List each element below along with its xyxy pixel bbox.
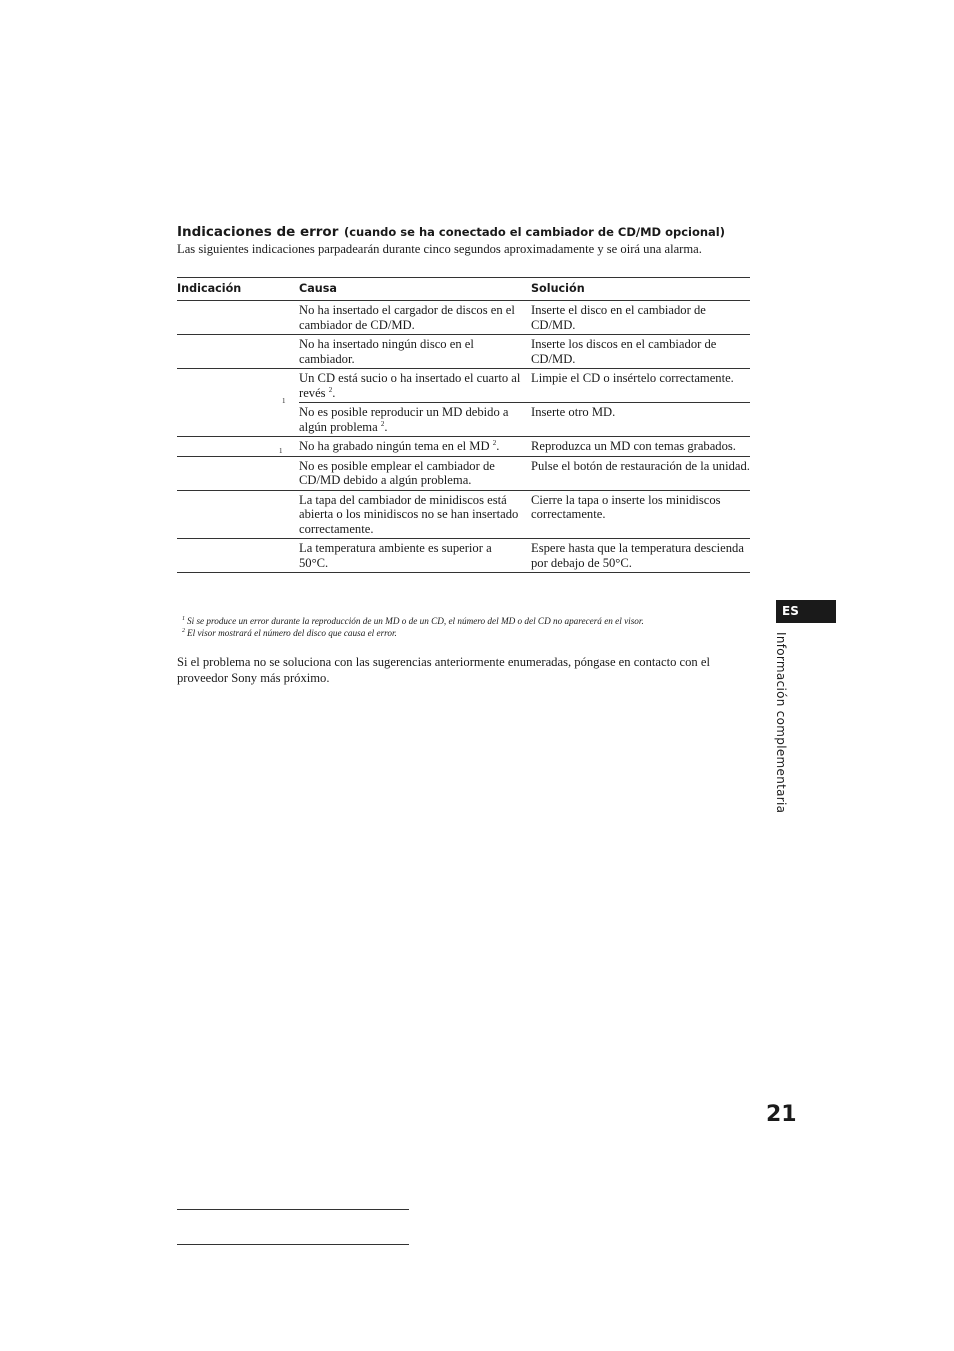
cause-cell: No ha insertado ningún disco en el cambiador. <box>299 335 531 369</box>
divider-line <box>177 1209 409 1210</box>
section-heading <box>177 221 777 240</box>
indication-cell <box>177 539 299 573</box>
solution-cell: Cierre la tapa o inserte los minidiscos correctamente. <box>531 490 750 539</box>
footnote-marker: 2 <box>492 438 497 447</box>
table-row <box>177 335 750 369</box>
indication-cell <box>177 369 299 437</box>
table-row <box>177 490 750 539</box>
cause-cell: No es posible reproducir un MD debido a algún problema $^2$. <box>299 403 531 437</box>
footnote: $^1$ Si se produce un error durante la reproducción de un MD o de un CD, el número del MD o del CD no aparecerá en el visor. <box>182 615 644 626</box>
solution-cell: Inserte el disco en el cambiador de CD/MD. <box>531 303 706 332</box>
closing-paragraph: Si el problema no se soluciona con las sugerencias anteriormente enumeradas, póngase en contacto con el proveedor Sony más próximo. <box>177 655 710 685</box>
cause-cell: Un CD está sucio o ha insertado el cuarto al revés $^2$. <box>299 369 531 403</box>
section-subtitle: (cuando se ha conectado el cambiador de CD/MD opcional) <box>343 225 726 239</box>
footnote-marker: 1 <box>282 397 286 405</box>
indication-cell <box>177 490 299 539</box>
footnote-marker: 2 <box>380 419 385 428</box>
indication-cell <box>177 437 299 457</box>
header-cause: Causa <box>299 278 531 301</box>
table-row <box>177 456 750 490</box>
table-row <box>177 301 750 335</box>
table-row <box>177 539 750 573</box>
table-row <box>177 437 750 457</box>
language-tab: ES <box>776 600 836 623</box>
solution-cell: Inserte otro MD. <box>531 403 750 437</box>
footnotes <box>182 615 757 639</box>
footnote-marker: 1 <box>279 447 283 455</box>
solution-cell: Pulse el botón de restauración de la unidad. <box>531 456 750 490</box>
footnote: $^2$ El visor mostrará el número del disco que causa el error. <box>182 627 397 638</box>
table-header-row <box>177 278 750 301</box>
solution-cell: Limpie el CD o insértelo correctamente. <box>531 369 750 403</box>
page-number: 21 <box>766 1102 797 1127</box>
solution-cell: Reproduzca un MD con temas grabados. <box>531 437 750 457</box>
section-title: Indicaciones de error <box>177 224 339 240</box>
indication-cell <box>177 335 299 369</box>
error-table <box>177 277 750 573</box>
header-indication: Indicación <box>177 278 299 301</box>
table-row <box>177 369 750 403</box>
cause-cell: No es posible emplear el cambiador de CD/MD debido a algún problema. <box>299 456 531 490</box>
cause-cell: La temperatura ambiente es superior a 50°C. <box>299 539 531 573</box>
intro-paragraph: Las siguientes indicaciones parpadearán durante cinco segundos aproximadamente y se oirá una alarma. <box>177 242 702 256</box>
cause-cell: No ha grabado ningún tema en el MD $^2$. <box>299 437 531 457</box>
indication-cell <box>177 301 299 335</box>
header-solution: Solución <box>531 278 750 301</box>
cause-cell: La tapa del cambiador de minidiscos está abierta o los minidiscos no se han insertado correctamente. <box>299 490 531 539</box>
indication-cell <box>177 456 299 490</box>
solution-cell: Espere hasta que la temperatura descienda por debajo de 50°C. <box>531 539 750 573</box>
footnote-marker: 2 <box>328 385 333 394</box>
cause-cell: No ha insertado el cargador de discos en el cambiador de CD/MD. <box>299 303 515 332</box>
side-section-label: Información complementaria <box>774 632 788 814</box>
divider-line <box>177 1244 409 1245</box>
solution-cell: Inserte los discos en el cambiador de CD/MD. <box>531 335 750 369</box>
